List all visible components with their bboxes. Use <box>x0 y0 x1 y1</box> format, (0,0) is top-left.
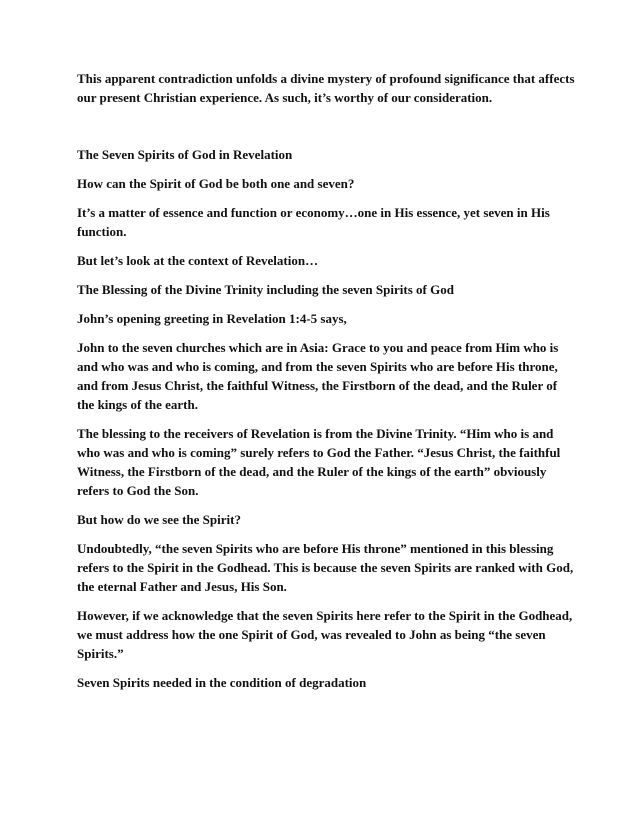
document-body <box>77 69 577 702</box>
subheading-blessing: The Blessing of the Divine Trinity including the seven Spirits of God <box>77 282 454 297</box>
question-paragraph: How can the Spirit of God be both one and seven? <box>77 176 355 191</box>
subheading-degradation: Seven Spirits needed in the condition of degradation <box>77 675 367 690</box>
trinity-paragraph: The blessing to the receivers of Revelation is from the Divine Trinity. “Him who is and who was and who is coming” surely refers to God the Father. “Jesus Christ, the faithful Witness, the Firstborn of the dead, and the Ruler of the kings of the earth” obviously refers to God the Son. <box>77 426 561 498</box>
scripture-quote: John to the seven churches which are in Asia: Grace to you and peace from Him who is and who was and who is coming, and from the seven Spirits who are before His throne, and from Jesus Christ, the faithful Witness, the Firstborn of the dead, and the Ruler of the kings of the earth. <box>77 340 559 412</box>
answer-paragraph: It’s a matter of essence and function or economy…one in His essence, yet seven in His function. <box>77 205 550 239</box>
acknowledge-paragraph: However, if we acknowledge that the seven Spirits here refer to the Spirit in the Godhead, we must address how the one Spirit of God, was revealed to John as being “the seven Spirits.” <box>77 608 573 661</box>
seven-spirits-paragraph: Undoubtedly, “the seven Spirits who are before His throne” mentioned in this blessing refers to the Spirit in the Godhead. This is because the seven Spirits are ranked with God, the eternal Father and Jesus, His Son. <box>77 541 574 594</box>
context-paragraph: But let’s look at the context of Revelation… <box>77 253 319 268</box>
greeting-intro-paragraph: John’s opening greeting in Revelation 1:4-5 says, <box>77 311 347 326</box>
spirit-question-paragraph: But how do we see the Spirit? <box>77 512 241 527</box>
section-heading: The Seven Spirits of God in Revelation <box>77 147 293 162</box>
intro-paragraph: This apparent contradiction unfolds a divine mystery of profound significance that affects our present Christian experience. As such, it’s worthy of our consideration. <box>77 71 575 105</box>
